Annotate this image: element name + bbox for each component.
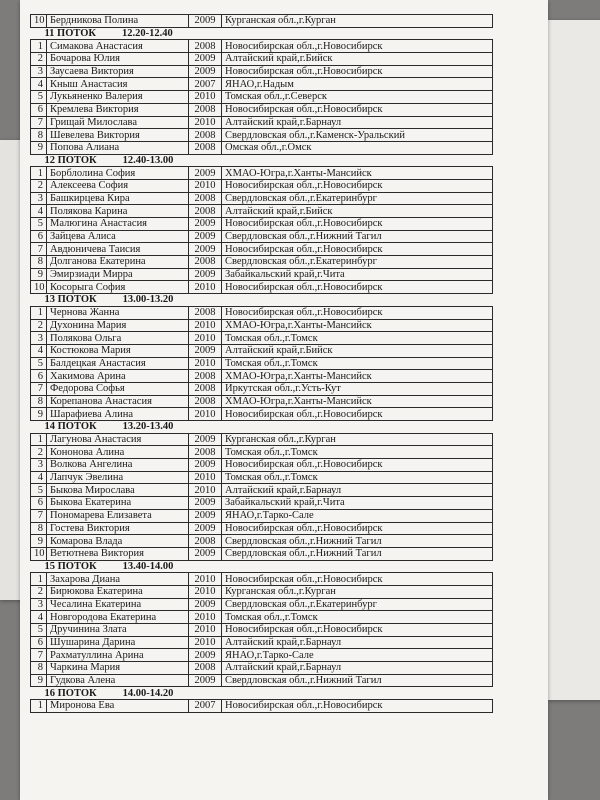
participant-row (31, 700, 493, 713)
flow-title: 15 ПОТОК (44, 560, 97, 572)
participant-name: Пономарева Елизавета (47, 509, 189, 522)
birth-year: 2008 (189, 662, 222, 675)
participant-row (31, 522, 493, 535)
birth-year: 2008 (189, 535, 222, 548)
participant-row (31, 306, 493, 319)
participant-name: Рахматуллина Арина (47, 649, 189, 662)
participant-name: Кремлева Виктория (47, 103, 189, 116)
birth-year: 2007 (189, 700, 222, 713)
participant-row (31, 141, 493, 154)
flow-header-cell (31, 154, 493, 167)
participant-name: Грищай Милослава (47, 116, 189, 129)
participant-number: 4 (31, 205, 47, 218)
participant-name: Бочарова Юлия (47, 53, 189, 66)
participant-name: Гостева Виктория (47, 522, 189, 535)
participant-row (31, 103, 493, 116)
flow-title: 12 ПОТОК (44, 154, 97, 166)
flow-header (31, 154, 493, 167)
participant-region: Новосибирская обл.,г.Новосибирск (222, 459, 493, 472)
participant-region: Свердловская обл.,г.Екатеринбург (222, 598, 493, 611)
participant-number: 2 (31, 585, 47, 598)
participant-row (31, 547, 493, 560)
birth-year: 2010 (189, 319, 222, 332)
participant-region: Свердловская обл.,г.Нижний Тагил (222, 230, 493, 243)
birth-year: 2009 (189, 649, 222, 662)
participant-row (31, 433, 493, 446)
participant-number: 10 (31, 547, 47, 560)
participant-number: 5 (31, 484, 47, 497)
birth-year: 2010 (189, 116, 222, 129)
participant-region: Новосибирская обл.,г.Новосибирск (222, 179, 493, 192)
participant-number: 7 (31, 243, 47, 256)
participant-number: 4 (31, 471, 47, 484)
participant-number: 6 (31, 230, 47, 243)
participant-number: 6 (31, 497, 47, 510)
participant-number: 9 (31, 535, 47, 548)
participant-region: Алтайский край,г.Бийск (222, 205, 493, 218)
birth-year: 2009 (189, 522, 222, 535)
flow-time: 12.40-13.00 (122, 154, 174, 166)
participant-region: Новосибирская обл.,г.Новосибирск (222, 573, 493, 586)
participant-region: Курганская обл.,г.Курган (222, 585, 493, 598)
participant-name: Лукьяненко Валерия (47, 91, 189, 104)
participant-row (31, 535, 493, 548)
birth-year: 2008 (189, 103, 222, 116)
participant-number: 1 (31, 167, 47, 180)
start-list-sheet (30, 14, 492, 713)
participant-region: ЯНАО,г.Тарко-Сале (222, 509, 493, 522)
participant-region: Алтайский край,г.Барнаул (222, 662, 493, 675)
participant-region: Омская обл.,г.Омск (222, 141, 493, 154)
participant-number: 3 (31, 598, 47, 611)
participant-number: 8 (31, 522, 47, 535)
participant-number: 7 (31, 382, 47, 395)
participant-row (31, 65, 493, 78)
participant-row (31, 319, 493, 332)
participant-number: 3 (31, 332, 47, 345)
birth-year: 2010 (189, 573, 222, 586)
participant-region: ХМАО-Югра,г.Ханты-Мансийск (222, 319, 493, 332)
participant-region: Новосибирская обл.,г.Новосибирск (222, 65, 493, 78)
participant-name: Корепанова Анастасия (47, 395, 189, 408)
participant-number: 10 (31, 281, 47, 294)
participant-number: 2 (31, 179, 47, 192)
participant-name: Алексеева София (47, 179, 189, 192)
participant-row (31, 573, 493, 586)
participant-row (31, 382, 493, 395)
participant-number: 6 (31, 636, 47, 649)
participant-row (31, 116, 493, 129)
participant-name: Духонина Мария (47, 319, 189, 332)
participant-number: 5 (31, 624, 47, 637)
participant-region: Новосибирская обл.,г.Новосибирск (222, 522, 493, 535)
participant-name: Волкова Ангелина (47, 459, 189, 472)
birth-year: 2009 (189, 15, 222, 28)
flow-header (31, 687, 493, 700)
participant-row (31, 268, 493, 281)
participant-number: 1 (31, 573, 47, 586)
participant-region: Алтайский край,г.Барнаул (222, 484, 493, 497)
participant-name: Шевелева Виктория (47, 129, 189, 142)
participant-number: 9 (31, 268, 47, 281)
participant-region: Свердловская обл.,г.Нижний Тагил (222, 547, 493, 560)
participant-name: Балдецкая Анастасия (47, 357, 189, 370)
participant-number: 8 (31, 129, 47, 142)
participant-region: Забайкальский край,г.Чита (222, 497, 493, 510)
participant-region: Иркутская обл.,г.Усть-Кут (222, 382, 493, 395)
participant-number: 5 (31, 218, 47, 231)
participant-region: ХМАО-Югра,г.Ханты-Мансийск (222, 395, 493, 408)
participant-row (31, 256, 493, 269)
participant-name: Башкирцева Кира (47, 192, 189, 205)
flow-time: 13.00-13.20 (122, 294, 174, 306)
participant-row (31, 395, 493, 408)
participant-row (31, 509, 493, 522)
participant-name: Чаркина Мария (47, 662, 189, 675)
participant-region: Свердловская обл.,г.Каменск-Уральский (222, 129, 493, 142)
birth-year: 2010 (189, 179, 222, 192)
birth-year: 2008 (189, 40, 222, 53)
participant-region: Алтайский край,г.Бийск (222, 53, 493, 66)
birth-year: 2009 (189, 459, 222, 472)
participant-number: 2 (31, 319, 47, 332)
participant-region: Свердловская обл.,г.Нижний Тагил (222, 674, 493, 687)
flow-header-cell (31, 687, 493, 700)
participant-number: 4 (31, 344, 47, 357)
participant-row (31, 53, 493, 66)
participant-row (31, 192, 493, 205)
participant-name: Чернова Жанна (47, 306, 189, 319)
participant-name: Шарафиева Алина (47, 408, 189, 421)
participant-row (31, 370, 493, 383)
participant-name: Федорова Софья (47, 382, 189, 395)
participant-number: 7 (31, 116, 47, 129)
participant-number: 7 (31, 649, 47, 662)
participant-name: Хакимова Арина (47, 370, 189, 383)
participant-name: Миронова Ева (47, 700, 189, 713)
participant-name: Борблолина София (47, 167, 189, 180)
flow-header-cell (31, 421, 493, 434)
participant-row (31, 230, 493, 243)
birth-year: 2010 (189, 332, 222, 345)
flow-header (31, 421, 493, 434)
participant-region: Алтайский край,г.Барнаул (222, 636, 493, 649)
participant-region: Томская обл.,г.Томск (222, 357, 493, 370)
participant-number: 3 (31, 459, 47, 472)
birth-year: 2010 (189, 611, 222, 624)
participant-row (31, 649, 493, 662)
participant-row (31, 585, 493, 598)
flow-header (31, 27, 493, 40)
participant-number: 1 (31, 433, 47, 446)
birth-year: 2009 (189, 344, 222, 357)
birth-year: 2008 (189, 382, 222, 395)
participant-number: 9 (31, 674, 47, 687)
birth-year: 2010 (189, 281, 222, 294)
participant-region: Алтайский край,г.Бийск (222, 344, 493, 357)
participant-region: ХМАО-Югра,г.Ханты-Мансийск (222, 167, 493, 180)
birth-year: 2008 (189, 129, 222, 142)
participant-number: 6 (31, 103, 47, 116)
participant-number: 10 (31, 15, 47, 28)
participant-row (31, 78, 493, 91)
flow-title: 11 ПОТОК (44, 28, 97, 40)
participant-row (31, 408, 493, 421)
participant-row (31, 332, 493, 345)
participant-name: Полякова Ольга (47, 332, 189, 345)
participant-row (31, 40, 493, 53)
participant-row (31, 636, 493, 649)
birth-year: 2009 (189, 65, 222, 78)
flow-title: 13 ПОТОК (44, 294, 97, 306)
birth-year: 2008 (189, 141, 222, 154)
participant-region: ХМАО-Югра,г.Ханты-Мансийск (222, 370, 493, 383)
participant-number: 9 (31, 408, 47, 421)
participant-number: 2 (31, 53, 47, 66)
participant-region: Свердловская обл.,г.Нижний Тагил (222, 535, 493, 548)
participant-name: Комарова Влада (47, 535, 189, 548)
participant-name: Зайцева Алиса (47, 230, 189, 243)
participant-name: Косорыга София (47, 281, 189, 294)
participant-number: 3 (31, 192, 47, 205)
participant-number: 1 (31, 700, 47, 713)
participant-region: Новосибирская обл.,г.Новосибирск (222, 40, 493, 53)
flow-title: 16 ПОТОК (44, 687, 97, 699)
birth-year: 2009 (189, 509, 222, 522)
participant-number: 3 (31, 65, 47, 78)
flow-time: 13.40-14.00 (122, 560, 174, 572)
participant-row (31, 91, 493, 104)
birth-year: 2008 (189, 306, 222, 319)
flow-header-cell (31, 294, 493, 307)
flow-title: 14 ПОТОК (44, 421, 97, 433)
participant-region: Алтайский край,г.Барнаул (222, 116, 493, 129)
participant-region: Курганская обл.,г.Курган (222, 433, 493, 446)
birth-year: 2010 (189, 471, 222, 484)
participant-region: Новосибирская обл.,г.Новосибирск (222, 306, 493, 319)
background-paper-right (548, 20, 600, 700)
participant-region: Томская обл.,г.Северск (222, 91, 493, 104)
participant-row (31, 484, 493, 497)
birth-year: 2009 (189, 167, 222, 180)
participant-number: 5 (31, 357, 47, 370)
birth-year: 2009 (189, 53, 222, 66)
birth-year: 2010 (189, 91, 222, 104)
participant-region: Новосибирская обл.,г.Новосибирск (222, 624, 493, 637)
participant-row (31, 243, 493, 256)
flow-header (31, 294, 493, 307)
participant-region: ЯНАО,г.Тарко-Сале (222, 649, 493, 662)
participant-region: Томская обл.,г.Томск (222, 611, 493, 624)
birth-year: 2010 (189, 585, 222, 598)
participant-row (31, 205, 493, 218)
participant-row (31, 497, 493, 510)
participant-name: Костюкова Мария (47, 344, 189, 357)
participant-name: Чесалина Екатерина (47, 598, 189, 611)
participant-region: Новосибирская обл.,г.Новосибирск (222, 700, 493, 713)
participant-name: Заусаева Виктория (47, 65, 189, 78)
participant-name: Ветютнева Виктория (47, 547, 189, 560)
participant-name: Быкова Мирослава (47, 484, 189, 497)
participant-row (31, 624, 493, 637)
participant-name: Полякова Карина (47, 205, 189, 218)
birth-year: 2007 (189, 78, 222, 91)
participant-number: 9 (31, 141, 47, 154)
participant-row (31, 662, 493, 675)
participant-row (31, 15, 493, 28)
birth-year: 2009 (189, 674, 222, 687)
participant-name: Лагунова Анастасия (47, 433, 189, 446)
participant-row (31, 674, 493, 687)
participant-name: Кононова Алина (47, 446, 189, 459)
start-list-table (30, 14, 493, 713)
participant-row (31, 281, 493, 294)
participant-row (31, 598, 493, 611)
participant-region: Новосибирская обл.,г.Новосибирск (222, 243, 493, 256)
participant-number: 5 (31, 91, 47, 104)
participant-number: 2 (31, 446, 47, 459)
participant-name: Симакова Анастасия (47, 40, 189, 53)
participant-row (31, 344, 493, 357)
participant-row (31, 218, 493, 231)
birth-year: 2009 (189, 433, 222, 446)
participant-number: 7 (31, 509, 47, 522)
participant-name: Авдюничева Таисия (47, 243, 189, 256)
participant-name: Захарова Диана (47, 573, 189, 586)
participant-row (31, 129, 493, 142)
participant-name: Долганова Екатерина (47, 256, 189, 269)
participant-number: 1 (31, 40, 47, 53)
participant-row (31, 446, 493, 459)
participant-name: Быкова Екатерина (47, 497, 189, 510)
birth-year: 2009 (189, 268, 222, 281)
participant-region: Новосибирская обл.,г.Новосибирск (222, 103, 493, 116)
participant-number: 6 (31, 370, 47, 383)
participant-name: Малюгина Анастасия (47, 218, 189, 231)
participant-name: Эмирзиади Мирра (47, 268, 189, 281)
birth-year: 2008 (189, 192, 222, 205)
flow-header-cell (31, 560, 493, 573)
participant-row (31, 611, 493, 624)
participant-number: 8 (31, 662, 47, 675)
participant-number: 8 (31, 395, 47, 408)
birth-year: 2010 (189, 636, 222, 649)
participant-region: Томская обл.,г.Томск (222, 446, 493, 459)
participant-name: Дручинина Злата (47, 624, 189, 637)
birth-year: 2008 (189, 256, 222, 269)
birth-year: 2009 (189, 243, 222, 256)
birth-year: 2009 (189, 497, 222, 510)
participant-name: Новгородова Екатерина (47, 611, 189, 624)
birth-year: 2008 (189, 370, 222, 383)
birth-year: 2008 (189, 446, 222, 459)
participant-row (31, 179, 493, 192)
participant-row (31, 459, 493, 472)
participant-region: Томская обл.,г.Томск (222, 332, 493, 345)
birth-year: 2009 (189, 218, 222, 231)
birth-year: 2010 (189, 408, 222, 421)
participant-number: 1 (31, 306, 47, 319)
flow-header (31, 560, 493, 573)
participant-name: Гудкова Алена (47, 674, 189, 687)
flow-time: 14.00-14.20 (122, 687, 174, 699)
flow-header-cell (31, 27, 493, 40)
participant-region: Свердловская обл.,г.Екатеринбург (222, 256, 493, 269)
birth-year: 2009 (189, 547, 222, 560)
participant-region: Свердловская обл.,г.Екатеринбург (222, 192, 493, 205)
participant-region: Новосибирская обл.,г.Новосибирск (222, 408, 493, 421)
participant-number: 8 (31, 256, 47, 269)
participant-number: 4 (31, 611, 47, 624)
flow-time: 13.20-13.40 (122, 421, 174, 433)
birth-year: 2010 (189, 484, 222, 497)
participant-region: Новосибирская обл.,г.Новосибирск (222, 281, 493, 294)
participant-name: Бирюкова Екатерина (47, 585, 189, 598)
participant-region: ЯНАО,г.Надым (222, 78, 493, 91)
participant-region: Новосибирская обл.,г.Новосибирск (222, 218, 493, 231)
participant-name: Кныш Анастасия (47, 78, 189, 91)
participant-row (31, 357, 493, 370)
flow-time: 12.20-12.40 (122, 28, 173, 40)
birth-year: 2010 (189, 624, 222, 637)
participant-name: Лапчук Эвелина (47, 471, 189, 484)
participant-region: Забайкальский край,г.Чита (222, 268, 493, 281)
participant-region: Томская обл.,г.Томск (222, 471, 493, 484)
participant-name: Попова Алиана (47, 141, 189, 154)
participant-row (31, 167, 493, 180)
participant-name: Шушарина Дарина (47, 636, 189, 649)
participant-region: Курганская обл.,г.Курган (222, 15, 493, 28)
birth-year: 2009 (189, 230, 222, 243)
birth-year: 2008 (189, 395, 222, 408)
participant-row (31, 471, 493, 484)
participant-name: Бердникова Полина (47, 15, 189, 28)
birth-year: 2008 (189, 205, 222, 218)
birth-year: 2010 (189, 357, 222, 370)
participant-number: 4 (31, 78, 47, 91)
birth-year: 2009 (189, 598, 222, 611)
